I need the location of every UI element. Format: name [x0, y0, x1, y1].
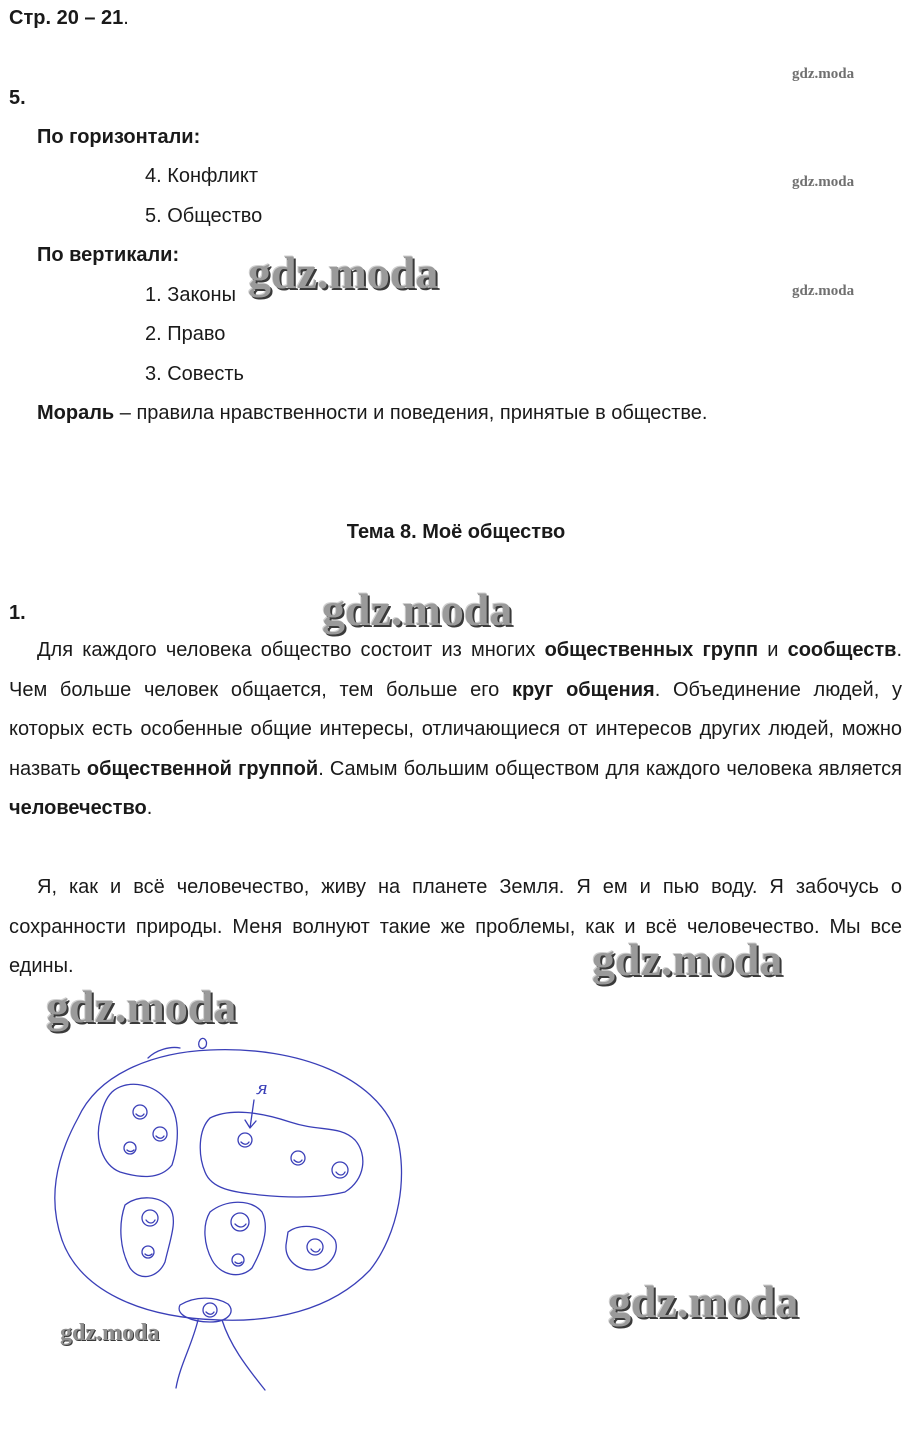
horizontal-item: 5. Общество: [145, 205, 263, 227]
key-term: общественной группой: [86, 757, 319, 780]
globe-mark-o: [199, 1038, 207, 1048]
paragraph-text: и: [758, 639, 788, 661]
key-term: общественных групп: [544, 639, 759, 661]
topic-title: Тема 8. Моё общество: [346, 521, 566, 543]
morality-term: Мораль: [37, 402, 115, 424]
vertical-heading: По вертикали:: [37, 244, 180, 266]
vertical-item: 1. Законы: [145, 284, 236, 306]
key-term: человечество: [9, 797, 147, 820]
arrow-to-me: [245, 1100, 256, 1128]
group-middle-center: [205, 1202, 265, 1274]
watermark: gdz.moda: [792, 283, 855, 299]
horizontal-item: 4. Конфликт: [145, 165, 259, 187]
horizontal-heading: По горизонтали:: [37, 126, 201, 148]
page-reference-text: Стр. 20 – 21: [9, 7, 124, 29]
watermark: gdz.moda: [608, 1276, 799, 1327]
group-bottom: [179, 1298, 231, 1322]
task-1-paragraph-2: Я, как и всё человечество, живу на планете Земля. Я ем и пью воду. Я забочусь о сохранности природы. Меня волнуют такие же проблемы, как и всё человечество. Мы все едины.: [9, 876, 902, 978]
watermark: gdz.moda: [60, 1320, 160, 1346]
watermark: gdz.moda: [792, 174, 855, 190]
key-term: круг общения: [511, 678, 655, 701]
vertical-item: 2. Право: [145, 323, 226, 345]
task-5-number: 5.: [9, 87, 26, 109]
watermark: gdz.moda: [322, 584, 513, 635]
paragraph-text: . Самым большим обществом для каждого человека является: [318, 757, 902, 780]
key-term: сообществ: [787, 639, 897, 661]
watermark: gdz.moda: [248, 247, 439, 298]
morality-definition-text: – правила нравственности и поведения, принятые в обществе.: [114, 402, 708, 424]
paragraph-text: Для каждого человека общество состоит из многих: [37, 639, 545, 661]
watermark: gdz.moda: [592, 934, 783, 985]
label-me: я: [256, 1078, 268, 1099]
vertical-item: 3. Совесть: [145, 363, 244, 385]
group-middle-left: [121, 1198, 174, 1277]
group-top-right: [200, 1112, 363, 1197]
paragraph-text: . Чем больше человек общается, тем больше его: [9, 639, 902, 701]
trunk-left: [176, 1320, 198, 1388]
page-reference-dot: .: [123, 7, 129, 29]
trunk-right: [222, 1320, 265, 1390]
watermark: gdz.moda: [46, 981, 237, 1032]
group-middle-right: [286, 1226, 336, 1270]
paragraph-text: . Объединение людей, у которых есть особенные общие интересы, отличающиеся от интересов других людей, можно назвать: [9, 678, 902, 780]
globe-outline: [55, 1050, 402, 1321]
smiley-faces: [124, 1105, 348, 1317]
watermark: gdz.moda: [792, 66, 855, 82]
task-1-number: 1.: [9, 602, 26, 624]
paragraph-text: .: [146, 797, 153, 820]
